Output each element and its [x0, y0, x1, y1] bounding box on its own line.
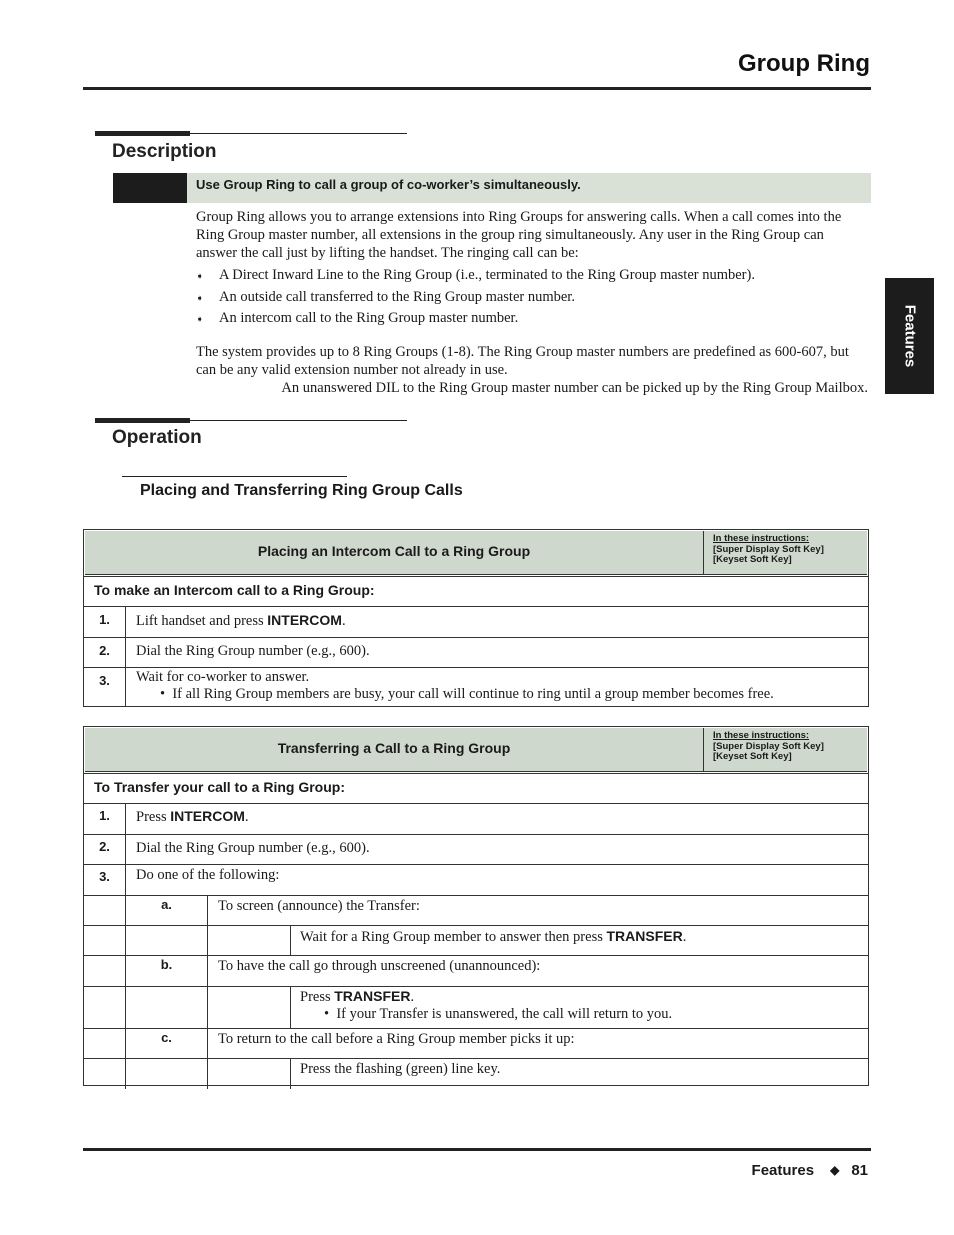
- table-row: [84, 864, 868, 895]
- table-row: [84, 955, 868, 986]
- operation-heading: Operation: [112, 427, 202, 448]
- list-item-text: An intercom call to the Ring Group master number.: [219, 310, 519, 326]
- step-sub-bullet: • If all Ring Group members are busy, your call will continue to ring until a group member becomes free.: [160, 686, 774, 702]
- summary-marker: [113, 173, 187, 203]
- action-text: Press the flashing (green) line key.: [300, 1061, 501, 1077]
- note-line: [Super Display Soft Key]: [713, 543, 824, 555]
- page-footer: [752, 1162, 868, 1179]
- note-line: [Super Display Soft Key]: [713, 740, 824, 752]
- action-sub-bullet: • If your Transfer is unanswered, the call will return to you.: [324, 1006, 673, 1022]
- action-main-text: Press TRANSFER.: [300, 988, 415, 1005]
- option-letter: b.: [126, 956, 208, 986]
- arrow-bullet-icon: ➧: [196, 292, 204, 303]
- page-title: Group Ring: [738, 50, 870, 77]
- key-label: TRANSFER: [606, 928, 683, 944]
- procedure-title: Placing an Intercom Call to a Ring Group: [85, 531, 704, 574]
- step-text: Lift handset and press INTERCOM.: [136, 612, 346, 629]
- description-heading: Description: [112, 141, 217, 162]
- footer-section: Features: [751, 1162, 815, 1179]
- empty-cell: [84, 926, 126, 955]
- table-row: [84, 667, 868, 707]
- step-number: 2.: [84, 638, 126, 667]
- table-row: [84, 895, 868, 925]
- empty-cell: [126, 1059, 208, 1089]
- note-line: [Keyset Soft Key]: [713, 751, 792, 762]
- action-text: Wait for a Ring Group member to answer then press TRANSFER.: [300, 928, 687, 945]
- description-paragraph-3: An unanswered DIL to the Ring Group master number can be picked up by the Ring Group Mailbox.: [281, 380, 868, 396]
- step-text: [136, 669, 774, 703]
- table-row: [84, 834, 868, 864]
- table-row: [84, 1028, 868, 1058]
- instructions-note: [713, 534, 824, 566]
- summary-bar: Use Group Ring to call a group of co-worker’s simultaneously.: [187, 173, 871, 203]
- step-text: Press INTERCOM.: [136, 808, 249, 825]
- step-number: 1.: [84, 607, 126, 637]
- procedure-intro: To Transfer your call to a Ring Group:: [84, 773, 868, 803]
- empty-cell: [208, 987, 291, 1028]
- note-line: In these instructions:: [713, 533, 810, 544]
- step-main-text: Wait for co-worker to answer.: [136, 669, 310, 685]
- note-line: In these instructions:: [713, 730, 810, 741]
- table-row: [84, 803, 868, 834]
- subsection-heading: Placing and Transferring Ring Group Calls: [140, 482, 463, 499]
- action-text: [300, 988, 672, 1023]
- empty-cell: [208, 926, 291, 955]
- description-paragraph-1: Group Ring allows you to arrange extensions into Ring Groups for answering calls. When a call comes into the Ring Group master number, all extensions in the group ring simultaneously. Any user in the Ring Group can answer the call just by lifting the handset. The ringing call can be:: [196, 209, 842, 261]
- call-type-list: [196, 266, 868, 331]
- procedure-title: Transferring a Call to a Ring Group: [85, 728, 704, 771]
- table-row: [84, 606, 868, 637]
- note-line: [Keyset Soft Key]: [713, 554, 792, 565]
- key-label: INTERCOM: [170, 808, 245, 824]
- footer-rule: [83, 1148, 871, 1151]
- title-rule: [83, 87, 871, 90]
- empty-cell: [208, 1059, 291, 1089]
- diamond-icon: ◆: [830, 1163, 840, 1177]
- procedure-header: [85, 531, 867, 575]
- section-rule-thin: [190, 420, 407, 421]
- list-item: [196, 309, 868, 331]
- option-text: To return to the call before a Ring Group member picks it up:: [218, 1031, 575, 1047]
- procedure-intro: To make an Intercom call to a Ring Group:: [84, 576, 868, 606]
- page-number: 81: [851, 1162, 868, 1179]
- empty-cell: [84, 987, 126, 1028]
- procedure-table-transfer: [83, 726, 869, 1086]
- option-text: To screen (announce) the Transfer:: [218, 898, 420, 914]
- table-row: [84, 986, 868, 1028]
- option-letter: c.: [126, 1029, 208, 1058]
- instructions-note: [713, 731, 824, 763]
- step-text: Do one of the following:: [136, 867, 280, 883]
- section-rule-thick: [95, 418, 190, 423]
- step-number: 1.: [84, 804, 126, 834]
- step-number: 3.: [84, 865, 126, 895]
- empty-cell: [126, 926, 208, 955]
- step-number: 2.: [84, 835, 126, 864]
- option-text: To have the call go through unscreened (unannounced):: [218, 958, 541, 974]
- list-item: [196, 266, 868, 288]
- side-tab: [885, 278, 934, 394]
- side-tab-label: Features: [901, 304, 918, 368]
- empty-cell: [84, 956, 126, 986]
- empty-cell: [84, 1029, 126, 1058]
- list-item-text: An outside call transferred to the Ring Group master number.: [219, 288, 575, 305]
- section-rule-thick: [95, 131, 190, 136]
- table-row: [84, 1058, 868, 1089]
- arrow-bullet-icon: ➧: [196, 271, 204, 281]
- description-paragraph-2: The system provides up to 8 Ring Groups (1-8). The Ring Group master numbers are predefined as 600-607, but can be any valid extension number not already in use.: [196, 344, 849, 378]
- empty-cell: [84, 896, 126, 925]
- table-row: [84, 925, 868, 955]
- procedure-table-intercom: [83, 529, 869, 707]
- step-text: Dial the Ring Group number (e.g., 600).: [136, 643, 370, 659]
- arrow-bullet-icon: ➧: [196, 314, 204, 324]
- section-rule-thin: [190, 133, 407, 134]
- table-row: [84, 637, 868, 667]
- step-number: 3.: [84, 668, 126, 707]
- list-item: [196, 288, 868, 310]
- key-label: TRANSFER: [334, 988, 411, 1004]
- key-label: INTERCOM: [267, 612, 342, 628]
- step-text: Dial the Ring Group number (e.g., 600).: [136, 840, 370, 856]
- subsection-rule: [122, 476, 347, 477]
- option-letter: a.: [126, 896, 208, 925]
- empty-cell: [126, 987, 208, 1028]
- list-item-text: A Direct Inward Line to the Ring Group (i.e., terminated to the Ring Group master number).: [219, 267, 755, 283]
- procedure-header: [85, 728, 867, 772]
- empty-cell: [84, 1059, 126, 1089]
